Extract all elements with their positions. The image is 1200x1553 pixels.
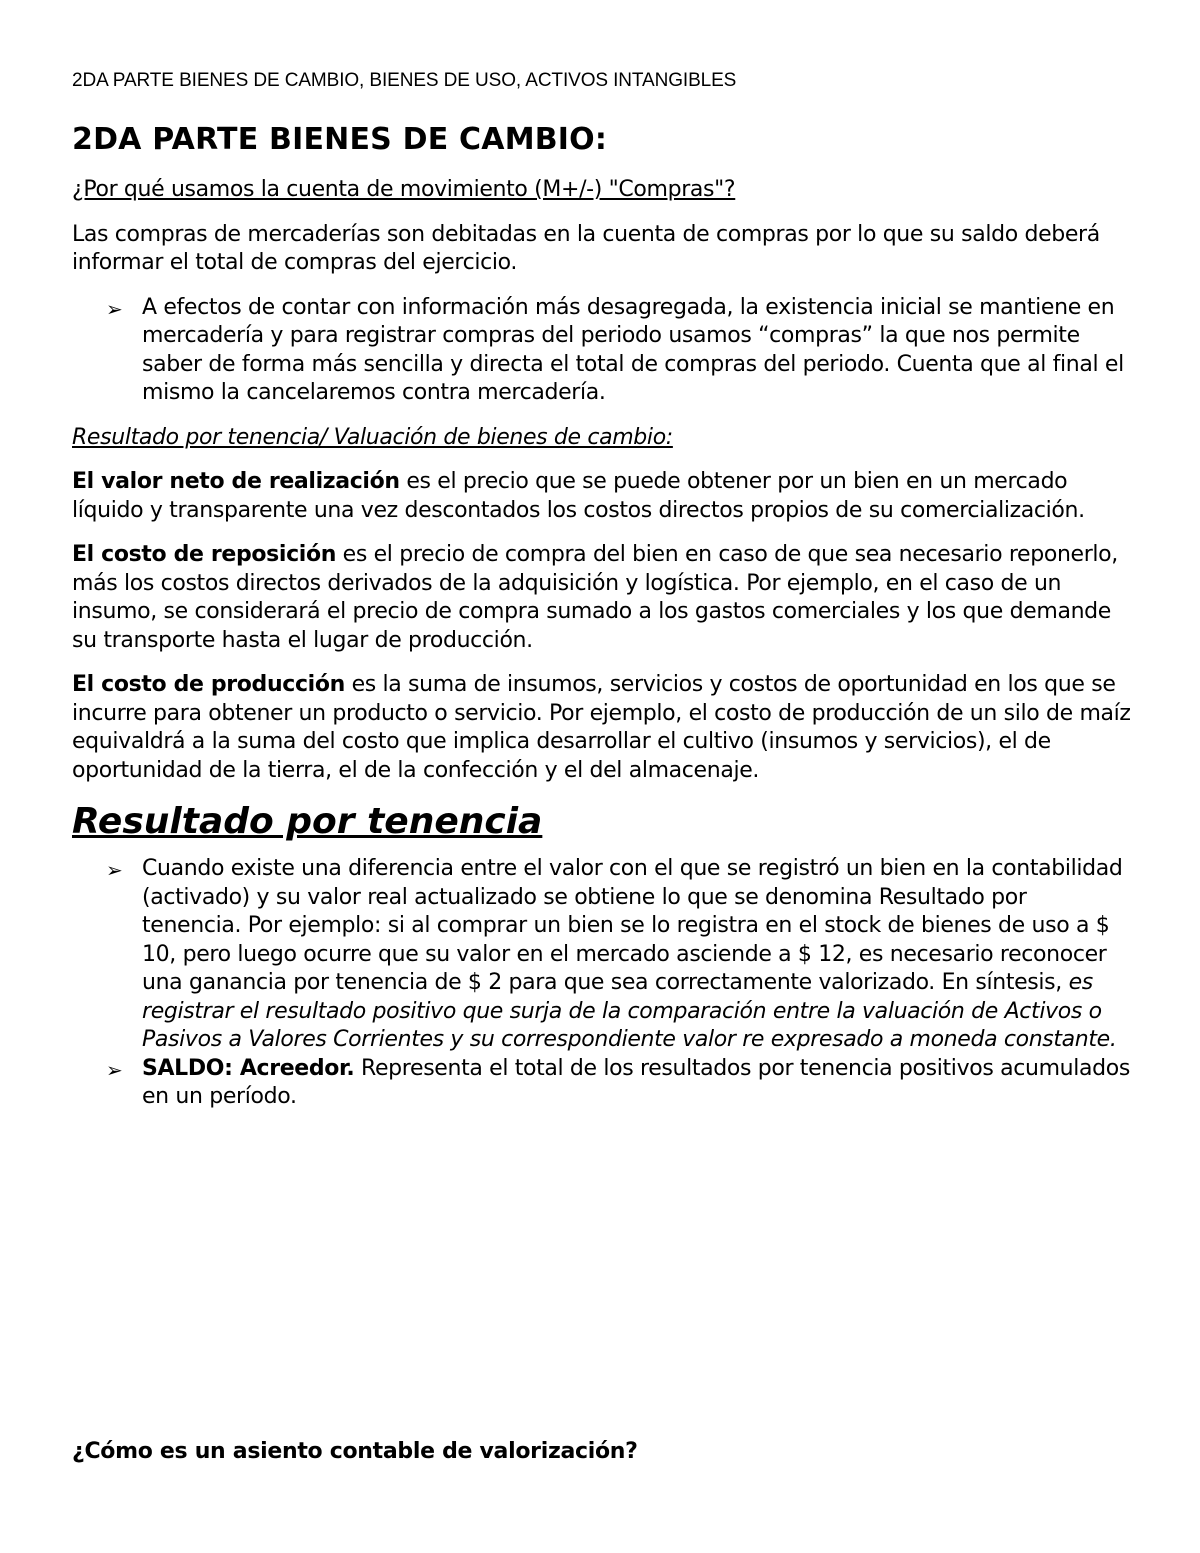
subheading-valuacion: Resultado por tenencia/ Valuación de bienes de cambio: — [72, 424, 673, 450]
term-vnr: El valor neto de realización — [72, 469, 400, 494]
paragraph-reposicion — [72, 541, 1132, 655]
question-asiento: ¿Cómo es un asiento contable de valorización? — [72, 1439, 638, 1464]
bullet-text: Cuando existe una diferencia entre el valor con el que se registró un bien en la contabilidad (activado) y su valor real actualizado se obtiene lo que se denomina Resultado por tenencia. Por ejemplo: si al comprar un bien se lo registra en el stock de bienes de uso a $ 10, pero luego ocurre que su valor en el mercado asciende a $ 12, es necesario reconocer una ganancia por tenencia de $ 2 para que sea correctamente valorizado. En síntesis, — [142, 856, 1123, 995]
definition-vnr: es el precio que se puede obtener por un bien en un mercado líquido y transparente una vez descontados los costos directos propios de su comercialización. — [72, 469, 1085, 523]
definition-produccion: es la suma de insumos, servicios y costos de oportunidad en los que se incurre para obtener un producto o servicio. Por ejemplo, el costo de producción de un silo de maíz equivaldrá a la suma del costo que implica desarrollar el cultivo (insumos y servicios), el de oportunidad de la tierra, el de la confección y el del almacenaje. — [72, 672, 1131, 783]
content — [72, 122, 1132, 1128]
running-header: 2DA PARTE BIENES DE CAMBIO, BIENES DE USO, ACTIVOS INTANGIBLES — [72, 70, 737, 91]
intro-paragraph: Las compras de mercaderías son debitadas en la cuenta de compras por lo que su saldo deberá informar el total de compras del ejercicio. — [72, 221, 1100, 275]
list-item — [72, 855, 1132, 1055]
term-produccion: El costo de producción — [72, 672, 345, 697]
definition-reposicion: es el precio de compra del bien en caso de que sea necesario reponerlo, más los costos directos derivados de la adquisición y logística. Por ejemplo, en el caso de un insumo, se considerará el precio de compra sumado a los gastos comerciales y los que demande su transporte hasta el lugar de producción. — [72, 542, 1118, 653]
arrow-bullet-icon: ➢ — [106, 858, 123, 882]
term-reposicion: El costo de reposición — [72, 542, 337, 567]
list-item — [72, 294, 1132, 408]
bullet-italic-text: es registrar el resultado positivo que surja de la comparación entre la valuación de Activos o Pasivos a Valores Corrientes y su correspondiente valor re expresado a moneda constante. — [142, 970, 1117, 1052]
paragraph-produccion — [72, 671, 1132, 785]
arrow-bullet-icon: ➢ — [106, 1057, 123, 1082]
page-title: 2DA PARTE BIENES DE CAMBIO: — [72, 122, 608, 157]
section-heading-resultado: Resultado por tenencia — [72, 801, 543, 842]
arrow-bullet-icon: ➢ — [106, 296, 123, 321]
saldo-label: SALDO: Acreedor. — [142, 1055, 355, 1081]
question-compras: ¿Por qué usamos la cuenta de movimiento (M+/-) "Compras"? — [72, 177, 736, 202]
list-item — [72, 1055, 1132, 1112]
bullet-list-1 — [72, 294, 1132, 408]
bullet-text: Representa el total de los resultados por tenencia positivos acumulados en un período. — [142, 1055, 1130, 1109]
bullet-list-2 — [72, 855, 1132, 1112]
paragraph-vnr — [72, 468, 1132, 525]
bullet-text: A efectos de contar con información más desagregada, la existencia inicial se mantiene en mercadería y para registrar compras del periodo usamos “compras” la que nos permite saber de forma más sencilla y directa el total de compras del periodo. Cuenta que al final el mismo la cancelaremos contra mercadería. — [142, 294, 1124, 405]
